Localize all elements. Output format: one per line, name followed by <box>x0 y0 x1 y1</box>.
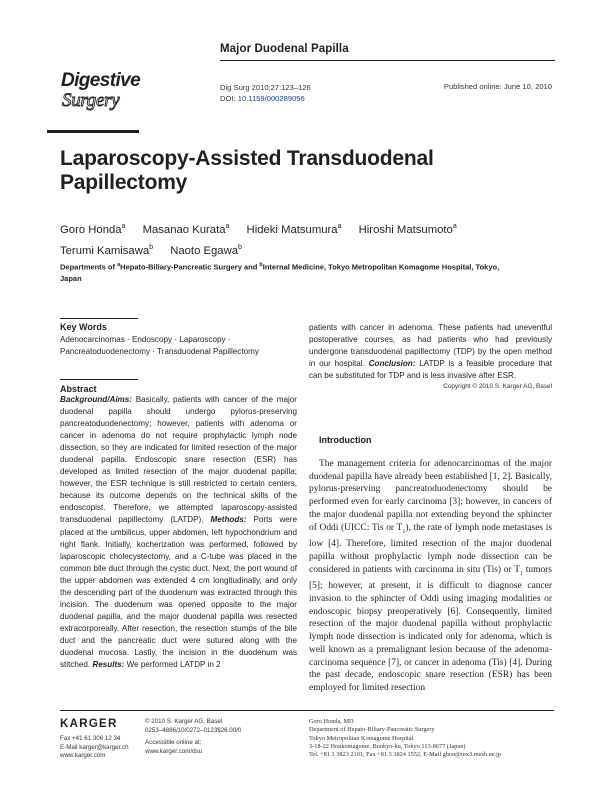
author-name[interactable]: Hiroshi Matsumoto$^a$ <box>358 223 457 236</box>
results-label: Results: <box>92 660 125 670</box>
background-label: Background/Aims: <box>60 395 132 404</box>
author-list <box>60 218 560 260</box>
published-date: Published online: June 10, 2010 <box>443 82 552 91</box>
correspondence-address: Goro Honda, MD Department of Hepato-Biliary-Pancreatic Surgery Tokyo Metropolitan Komagome Hospital 3-18-22 Honkomagome, Bunkyo-ku, Tokyo 113-8677 (Japan) Tel. +81 3 3823 2101, Fax +81 3 3824 1552, E-Mail ghon@mx3.mesh.ne.jp <box>309 718 554 759</box>
correspondence-contact[interactable]: Tel. +81 3 3823 2101, Fax +81 3 3824 1552, E-Mail ghon@mx3.mesh.ne.jp <box>309 751 502 759</box>
publisher-website[interactable]: www.karger.com <box>60 752 106 760</box>
methods-label: Methods: <box>210 515 247 525</box>
publication-info: © 2010 S. Karger AG, Basel 0253–4886/10/0272–0123$26.00/0 Accessible online at: www.karger.com/dsu <box>145 718 242 755</box>
keywords-rule <box>60 318 138 319</box>
doi-link[interactable]: 10.1159/000289056 <box>237 94 305 103</box>
journal-logo[interactable] <box>60 66 160 112</box>
article-title: Laparoscopy-Assisted Transduodenal Papillectomy <box>60 147 434 194</box>
journal-section-title: Major Duodenal Papilla <box>220 43 349 55</box>
citation-block <box>220 82 311 104</box>
introduction-heading: Introduction <box>319 435 372 445</box>
abstract-copyright: Copyright © 2010 S. Karger AG, Basel <box>443 383 552 390</box>
conclusion-label: Conclusion: <box>368 359 416 369</box>
abstract-heading: Abstract <box>60 384 97 394</box>
journal-logo-graphic <box>60 66 160 112</box>
logo-word-2: Surgery <box>62 90 120 111</box>
abstract-continuation: patients with cancer in adenoma. These patients had uneventful postoperative courses, as had patients who had previously undergone transduodenal papillectomy (TDP) by the open method in our hospital. Conclusion: LATDP is a feasible procedure that can be substituted for TDP and is less invasive after ESR. <box>309 323 552 381</box>
logo-word-1: Digestive <box>61 70 141 91</box>
doi-label: DOI: <box>220 94 238 103</box>
introduction-body: The management criteria for adenocarcinomas of the major duodenal papilla have already been established [1, 2]. Basically, pylorus-preserving pancreatoduodenectomy should be performed even for early carcinoma [3]; however, in cancers of the major duodenal papilla not extending beyond the sphincter of Oddi (UICC: Tis or $T_1$), the rate of lymph node metastases is low [4]. Therefore, limited resection of the major duodenal papilla without prophylactic lymph node dissection can be considered in patients with carcinoma in situ (Tis) or $T_1$ tumors [5]; however, at present, it is difficult to diagnose cancer invasion to the sphincter of Oddi using imaging modalities or endoscopic biopsy preoperatively [6]. Consequently, limited resection of the major duodenal papilla without prophylactic lymph node dissection is indicated only for adenoma, which is well known as a premalignant lesion because of the adenoma-carcinoma sequence [7], or cancer in adenoma (Tis) [4]. During the past decade, endoscopic snare resection (ESR) has been employed for limited resection <box>309 459 553 693</box>
title-rule <box>47 130 139 133</box>
abstract-rule <box>60 379 138 380</box>
publisher-logo: KARGER <box>60 718 118 730</box>
author-name[interactable]: Naoto Egawa$^b$ <box>170 243 242 257</box>
author-name[interactable]: Hideki Matsumura$^a$ <box>246 223 342 236</box>
citation-line: Dig Surg 2010;27:123–126 <box>220 83 311 92</box>
doi-line <box>220 93 311 104</box>
author-name[interactable]: Masanao Kurata$^a$ <box>142 223 230 236</box>
author-name[interactable]: Terumi Kamisawa$^b$ <box>60 243 154 257</box>
abstract-body: Background/Aims: Basically, patients with cancer of the major duodenal papilla should undergo pylorus-preserving pancreatoduodenectomy; however, patients with adenoma or cancer in adenoma do not require prophylactic lymph node dissection, so they are indicated for limited resection of the major duodenal papilla. Endoscopic snare resection (ESR) has developed as limited resection of the major duodenal papilla; however, the ESR technique is still restricted to certain centers, because its outcome depends on the technical skills of the endoscopist. Therefore, we attempted laparoscopy-assisted transduodenal papillectomy (LATDP). Methods: Ports were placed at the umbilicus, upper abdomen, left hypochondrium and right flank. Initially, kocherization was performed, followed by laparoscopic cholecystectomy, and a C-tube was placed in the common bile duct through the cystic duct. Next, the port wound of the upper abdomen was extended 4 cm longitudinally, and only the descending part of the duodenum was extracted through this incision. The duodenum was opened opposite to the major duodenal papilla, and the major duodenal papilla was resected extracorporeally. After resection, the resection stumps of the bile duct and the pancreatic duct were sutured along with the duodenal mucosa. Lastly, the incision in the duodenum was stitched. Results: We performed LATDP in 2 <box>60 395 297 670</box>
keywords-heading: Key Words <box>60 322 107 332</box>
header-rule <box>220 60 555 61</box>
author-name[interactable]: Goro Honda$^a$ <box>60 223 126 236</box>
keywords-text: Adenocarcinomas · Endoscopy · Laparoscopy · Pancreatoduodenectomy · Transduodenal Papillectomy <box>60 335 259 356</box>
affiliations: Departments of $^a$Hepato-Biliary-Pancreatic Surgery and $^b$Internal Medicine, Tokyo Metropolitan Komagome Hospital, Tokyo, Japan <box>60 262 500 283</box>
footer-rule <box>60 710 554 711</box>
publisher-email[interactable]: E-Mail karger@karger.ch <box>60 743 129 751</box>
publisher-contact: Fax +41 61 306 12 34 E-Mail karger@karger.ch www.karger.com <box>60 735 129 760</box>
journal-website[interactable]: www.karger.com/dsu <box>145 747 203 755</box>
